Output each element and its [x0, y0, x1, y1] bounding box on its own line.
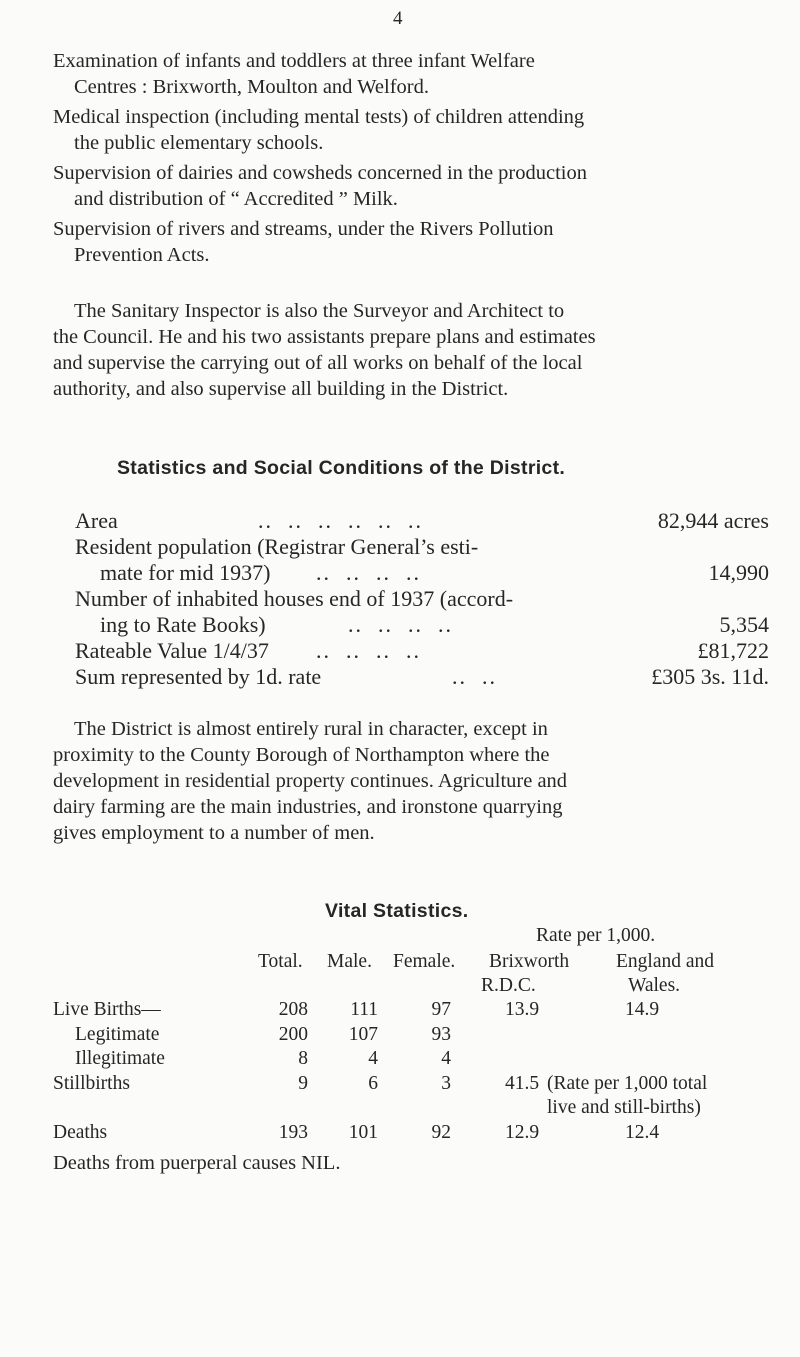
duty-2-line-2: the public elementary schools. [74, 132, 324, 154]
row-label: Illegitimate [75, 1048, 165, 1069]
row-total: 8 [298, 1048, 308, 1069]
row-total: 9 [298, 1073, 308, 1094]
page-number: 4 [393, 8, 403, 29]
stillbirth-note-1: (Rate per 1,000 total [547, 1073, 708, 1094]
col-brixworth-2: R.D.C. [481, 975, 536, 996]
row-male: 101 [348, 1122, 378, 1143]
col-brixworth: Brixworth [489, 951, 570, 972]
district-line-2: proximity to the County Borough of Northampton where the [53, 744, 550, 766]
population-value: 14,990 [708, 560, 769, 585]
population-label-1: Resident population (Registrar General’s esti- [75, 534, 479, 559]
row-label: Legitimate [75, 1024, 160, 1045]
row-brixworth-rate: 13.9 [505, 999, 540, 1020]
stats-heading: Statistics and Social Conditions of the District. [117, 457, 566, 479]
duty-1-line-2: Centres : Brixworth, Moulton and Welford. [74, 76, 429, 98]
population-label-2: mate for mid 1937) [100, 560, 271, 585]
rateable-label: Rateable Value 1/4/37 [75, 638, 269, 663]
row-female: 4 [441, 1048, 451, 1069]
district-line-3: development in residential property continues. Agriculture and [53, 770, 568, 792]
duty-2-line-1: Medical inspection (including mental tests) of children attending [53, 106, 585, 128]
rateable-value: £81,722 [697, 638, 769, 663]
row-england-rate: 14.9 [625, 999, 660, 1020]
inspector-line-4: authority, and also supervise all building in the District. [53, 378, 509, 400]
row-male: 107 [348, 1024, 378, 1045]
row-label: Live Births— [53, 999, 161, 1020]
col-total: Total. [258, 951, 303, 972]
duty-3-line-2: and distribution of “ Accredited ” Milk. [74, 188, 398, 210]
row-female: 93 [431, 1024, 451, 1045]
houses-value: 5,354 [719, 612, 769, 637]
col-england-2: Wales. [628, 975, 681, 996]
row-total: 208 [278, 999, 308, 1020]
rate-sum-label: Sum represented by 1d. rate [75, 664, 322, 689]
vital-title: Vital Statistics. [325, 900, 469, 922]
row-male: 6 [368, 1073, 378, 1094]
row-label: Stillbirths [53, 1073, 130, 1094]
stillbirth-note-2: live and still-births) [547, 1097, 701, 1118]
inspector-line-3: and supervise the carrying out of all works on behalf of the local [53, 352, 583, 374]
row-total: 200 [278, 1024, 308, 1045]
district-line-5: gives employment to a number of men. [53, 822, 375, 844]
rate-header: Rate per 1,000. [536, 925, 656, 946]
houses-label-1: Number of inhabited houses end of 1937 (accord- [75, 586, 514, 611]
inspector-line-1: The Sanitary Inspector is also the Surveyor and Architect to [74, 300, 565, 322]
col-female: Female. [393, 951, 456, 972]
row-male: 111 [350, 999, 378, 1020]
area-value: 82,944 acres [657, 508, 769, 533]
col-england: England and [616, 951, 715, 972]
houses-label-2: ing to Rate Books) [100, 612, 266, 637]
row-female: 97 [431, 999, 451, 1020]
row-female: 92 [431, 1122, 451, 1143]
row-female: 3 [441, 1073, 451, 1094]
row-total: 193 [278, 1122, 308, 1143]
col-male: Male. [327, 951, 372, 972]
puerperal-note: Deaths from puerperal causes NIL. [53, 1152, 341, 1174]
row-male: 4 [368, 1048, 378, 1069]
inspector-line-2: the Council. He and his two assistants prepare plans and estimates [53, 326, 596, 348]
district-line-1: The District is almost entirely rural in character, except in [74, 718, 548, 740]
duty-3-line-1: Supervision of dairies and cowsheds concerned in the production [53, 162, 588, 184]
row-brixworth-rate: 12.9 [505, 1122, 540, 1143]
rate-sum-value: £305 3s. 11d. [651, 664, 769, 689]
duty-4-line-2: Prevention Acts. [74, 244, 210, 266]
row-label: Deaths [53, 1122, 108, 1143]
area-label: Area [75, 508, 118, 533]
duty-1-line-1: Examination of infants and toddlers at three infant Welfare [53, 50, 535, 72]
duty-4-line-1: Supervision of rivers and streams, under the Rivers Pollution [53, 218, 554, 240]
district-line-4: dairy farming are the main industries, and ironstone quarrying [53, 796, 563, 818]
row-england-rate: 12.4 [625, 1122, 660, 1143]
row-brixworth-rate: 41.5 [505, 1073, 540, 1094]
